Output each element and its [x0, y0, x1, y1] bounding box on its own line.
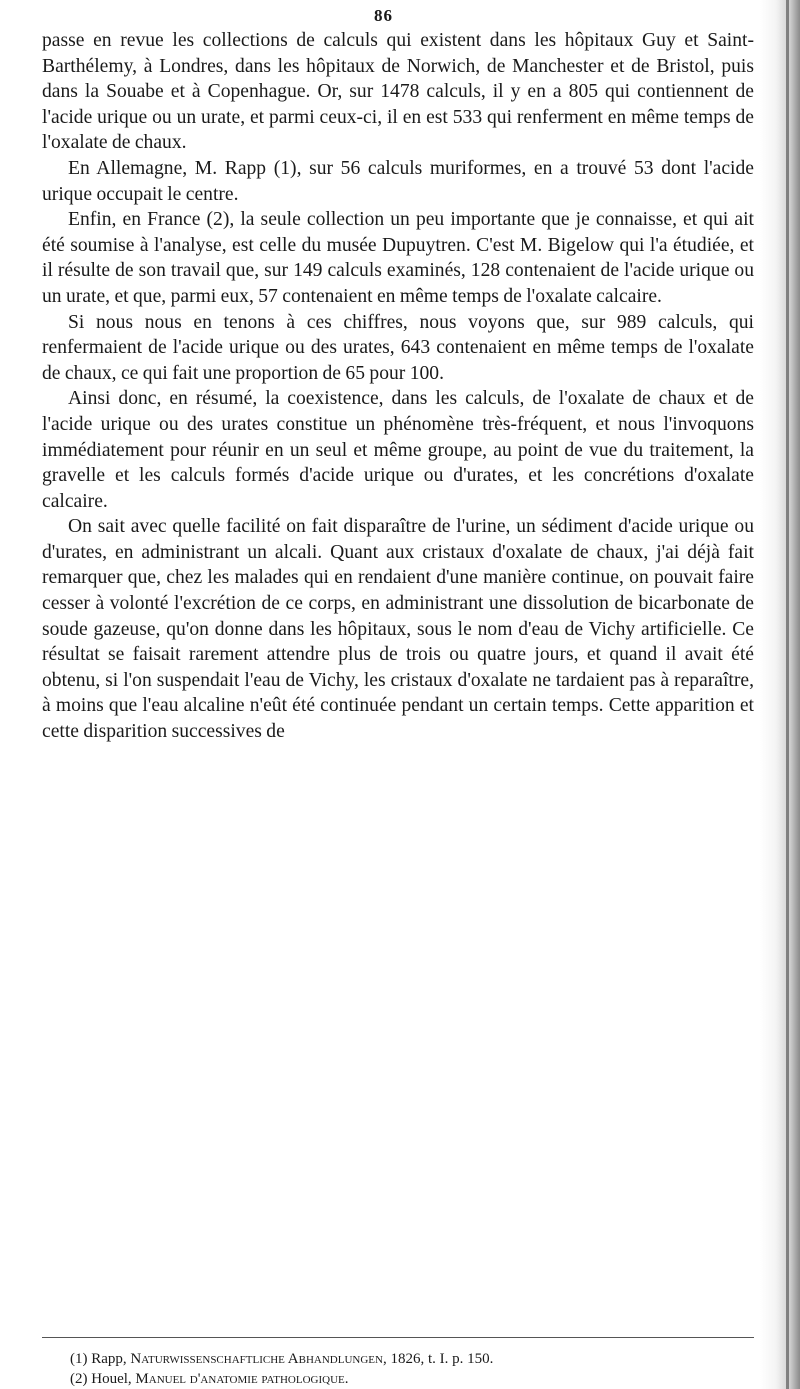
paragraph: Enfin, en France (2), la seule collection un peu importante que je connaisse, et qui ait été soumise à l'analyse, est celle du musée Dupuytren. C'est M. Bigelow qui l'a étudiée, et il résulte de son travail que, sur 149 calculs examinés, 128 contenaient de l'acide urique ou un urate, et que, parmi eux, 57 contenaient en même temps de l'oxalate calcaire.	[42, 209, 754, 307]
footnote-author: Rapp,	[91, 1351, 127, 1367]
footnote-author: Houel,	[91, 1371, 132, 1387]
footnote	[70, 1369, 750, 1389]
paragraph: passe en revue les collections de calculs qui existent dans les hôpitaux Guy et Saint-Barthélemy, à Londres, dans les hôpitaux de Norwich, de Manchester et de Bristol, puis dans la Souabe et à Copenhague. Or, sur 1478 calculs, il y en a 805 qui contiennent de l'acide urique ou un urate, et parmi ceux-ci, il en est 533 qui renferment en même temps de l'oxalate de chaux.	[42, 30, 754, 154]
footnotes	[70, 1349, 750, 1389]
footnote	[70, 1349, 750, 1369]
paragraph: Si nous nous en tenons à ces chiffres, nous voyons que, sur 989 calculs, qui renfermaient de l'acide urique ou des urates, 643 contenaient en même temps de l'oxalate de chaux, ce qui fait une proportion de 65 pour 100.	[42, 311, 754, 384]
footnote-title: Naturwissenschaftliche Abhandlungen,	[130, 1351, 387, 1367]
paragraph: En Allemagne, M. Rapp (1), sur 56 calculs muriformes, en a trouvé 53 dont l'acide urique occupait le centre.	[42, 157, 754, 205]
footnote-divider	[42, 1337, 754, 1338]
body-text	[42, 28, 754, 745]
footnote-marker: (2)	[70, 1371, 88, 1387]
page-number: 86	[374, 6, 393, 25]
footnote-marker: (1)	[70, 1351, 88, 1367]
paragraph: Ainsi donc, en résumé, la coexistence, dans les calculs, de l'oxalate de chaux et de l'acide urique ou des urates constitue un phénomène très-fréquent, et nous l'invoquons immédiatement pour réunir en un seul et même groupe, au point de vue du traitement, la gravelle et les calculs formés d'acide urique ou d'urates, et les concrétions d'oxalate calcaire.	[42, 388, 754, 512]
footnote-details: 1826, t. I. p. 150.	[390, 1351, 494, 1367]
footnote-title: Manuel d'anatomie pathologique.	[135, 1371, 349, 1387]
page-edge-line	[786, 0, 789, 1389]
page-edge-shadow	[760, 0, 800, 1389]
paragraph: On sait avec quelle facilité on fait disparaître de l'urine, un sédiment d'acide urique ou d'urates, en administrant un alcali. Quant aux cristaux d'oxalate de chaux, j'ai déjà fait remarquer que, chez les malades qui en rendaient d'une manière continue, on pouvait faire cesser à volonté l'excrétion de ce corps, en administrant une dissolution de bicarbonate de soude gazeuse, qu'on donne dans les hôpitaux, sous le nom d'eau de Vichy artificielle. Ce résultat se faisait rarement attendre plus de trois ou quatre jours, et quand il avait été obtenu, si l'on suspendait l'eau de Vichy, les cristaux d'oxalate ne tardaient pas à reparaître, à moins que l'eau alcaline n'eût été continuée pendant un certain temps. Cette apparition et cette disparition successives de	[42, 516, 754, 743]
